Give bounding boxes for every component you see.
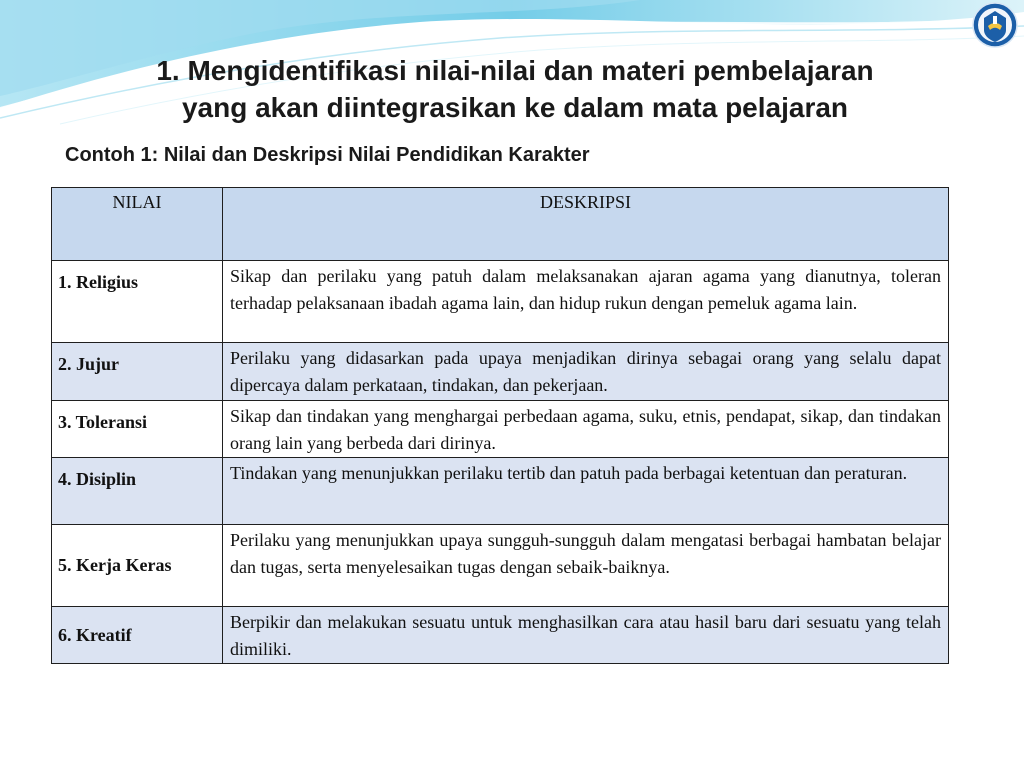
slide-title (40, 52, 990, 126)
row-deskripsi: Perilaku yang menunjukkan upaya sungguh-sungguh dalam mengatasi berbagai hambatan belajar dan tugas, serta menyelesaikan tugas dengan sebaik-baiknya. (223, 525, 949, 607)
values-table (51, 187, 949, 664)
table-row (52, 401, 949, 458)
table-row (52, 458, 949, 525)
row-nilai: 2. Jujur (52, 343, 223, 401)
title-line-1: 1. Mengidentifikasi nilai-nilai dan materi pembelajaran (156, 55, 874, 86)
row-deskripsi: Tindakan yang menunjukkan perilaku tertib dan patuh pada berbagai ketentuan dan peraturan. (223, 458, 949, 525)
tut-wuri-handayani-logo (972, 2, 1018, 48)
table-row (52, 525, 949, 607)
row-deskripsi: Sikap dan tindakan yang menghargai perbedaan agama, suku, etnis, pendapat, sikap, dan tindakan orang lain yang berbeda dari dirinya. (223, 401, 949, 458)
slide-subtitle: Contoh 1: Nilai dan Deskripsi Nilai Pendidikan Karakter (65, 144, 590, 166)
row-deskripsi: Perilaku yang didasarkan pada upaya menjadikan dirinya sebagai orang yang selalu dapat dipercaya dalam perkataan, tindakan, dan pekerjaan. (223, 343, 949, 401)
table-row (52, 261, 949, 343)
row-nilai: 3. Toleransi (52, 401, 223, 458)
row-nilai: 4. Disiplin (52, 458, 223, 525)
row-nilai: 6. Kreatif (52, 607, 223, 664)
row-nilai: 1. Religius (52, 261, 223, 343)
table-header-row (52, 188, 949, 261)
row-deskripsi: Sikap dan perilaku yang patuh dalam melaksanakan ajaran agama yang dianutnya, toleran terhadap pelaksanaan ibadah agama lain, dan hidup rukun dengan pemeluk agama lain. (223, 261, 949, 343)
header-deskripsi: DESKRIPSI (223, 188, 949, 261)
row-deskripsi: Berpikir dan melakukan sesuatu untuk menghasilkan cara atau hasil baru dari sesuatu yang telah dimiliki. (223, 607, 949, 664)
title-line-2: yang akan diintegrasikan ke dalam mata pelajaran (181, 92, 849, 123)
table-row (52, 607, 949, 664)
row-nilai: 5. Kerja Keras (52, 525, 223, 607)
table-row (52, 343, 949, 401)
header-nilai: NILAI (52, 188, 223, 261)
